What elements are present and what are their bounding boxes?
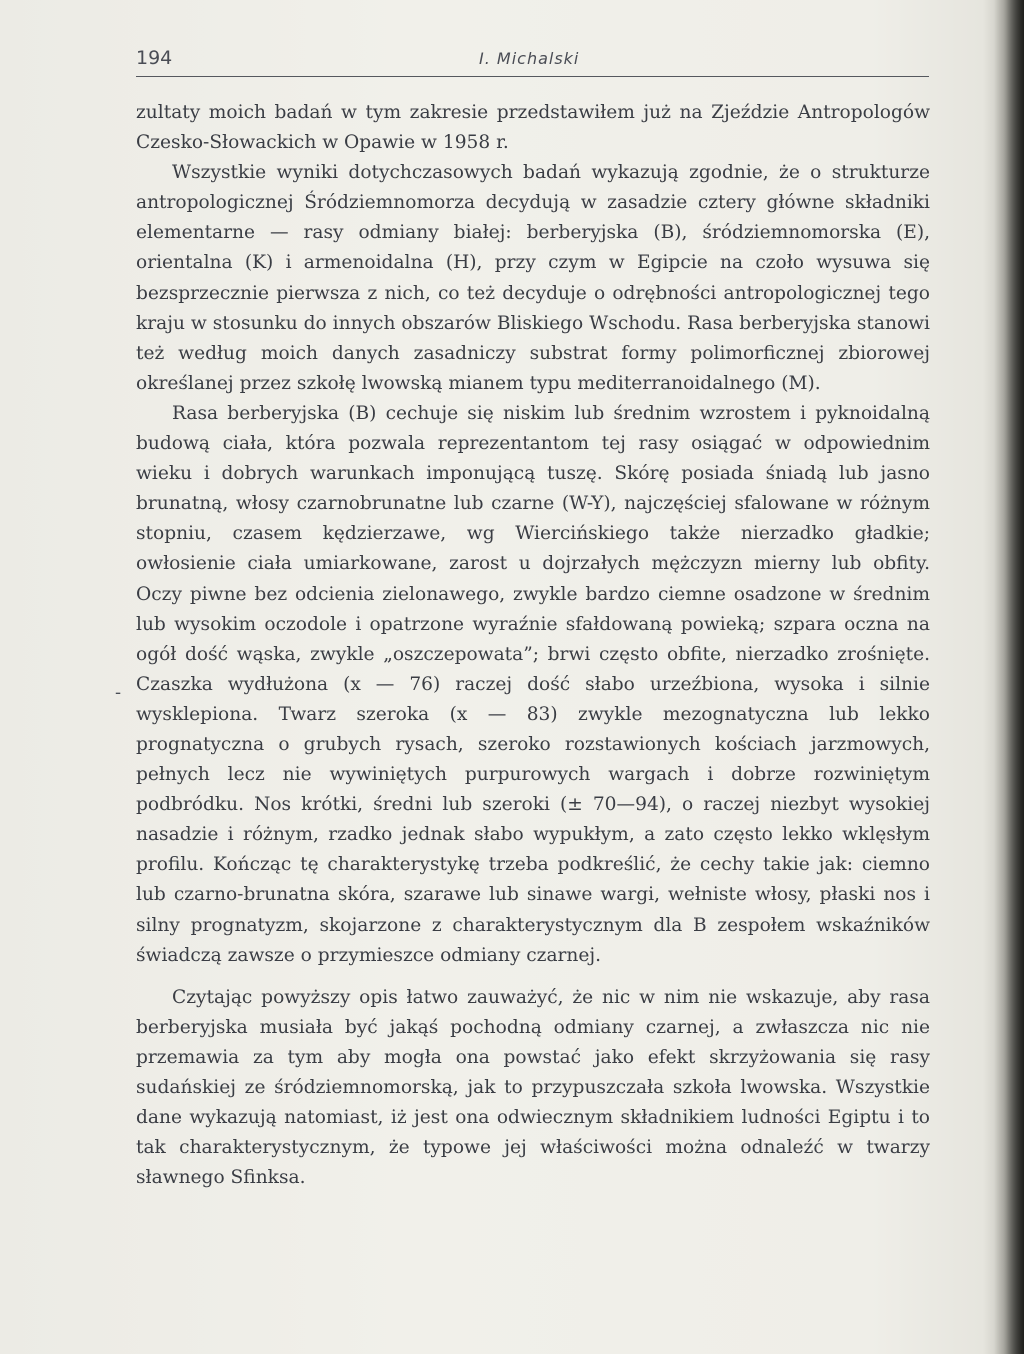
paragraph-berber-race: Rasa berberyjska (B) cechuje się niskim lub średnim wzrostem i pyknoidalną budową ciała, która pozwala reprezentantom tej rasy osiągać w odpowiednim wieku i dobrych warunkach imponującą tuszę. Skórę posiada śniadą lub jasno brunatną, włosy czarnobrunatne lub czarne (W-Y), najczęściej sfalowane w różnym stopniu, czasem kędzierzawe, wg Wiercińskiego także nierzadko gładkie; owłosienie ciała umiarkowane, zarost u dojrzałych mężczyzn mierny lub obfity. Oczy piwne bez odcienia zielonawego, zwykle bardzo ciemne osadzone w średnim lub wysokim oczodole i opatrzone wyraźnie sfałdowaną powieką; szpara oczna na ogół dość wąska, zwykle „oszczepowata”; brwi często obfite, nierzadko zrośnięte. Czaszka wydłużona (x — 76) raczej dość słabo urzeźbiona, wysoka i silnie wysklepiona. Twarz szeroka (x — 83) zwykle mezognatyczna lub lekko prognatyczna o grubych rysach, szeroko rozstawionych kościach jarzmowych, pełnych lecz nie wywiniętych purpurowych wargach i dobrze rozwiniętym podbródku. Nos krótki, średni lub szeroki (± 70—94), o raczej niezbyt wysokiej nasadzie i różnym, rzadko jednak słabo wypukłym, a zato często lekko wklęsłym profilu. Kończąc tę charakterystykę trzeba podkreślić, że cechy takie jak: ciemno lub czarno-brunatna skóra, szarawe lub sinawe wargi, wełniste włosy, płaski nos i silny prognatyzm, skojarzone z charakterystycznym dla B zespołem wskaźników świadczą zawsze o przymieszce odmiany czarnej. <box>136 402 930 966</box>
page-number: 194 <box>136 47 173 69</box>
paragraph-continuation: zultaty moich badań w tym zakresie przedstawiłem już na Zjeździe Antropologów Czesko-Słowackich w Opawie w 1958 r. <box>136 102 930 154</box>
page-edge-shadow <box>994 0 1024 1354</box>
page-header <box>136 44 929 77</box>
body-text <box>136 98 930 1193</box>
paragraph-components: Wszystkie wyniki dotychczasowych badań wykazują zgodnie, że o strukturze antropologicznej Śródziemnomorza decydują w zasadzie cztery główne składniki elementarne — rasy odmiany białej: berberyjska (B), śródziemnomorska (E), orientalna (K) i armenoidalna (H), przy czym w Egipcie na czoło wysuwa się bezsprzecznie pierwsza z nich, co też decyduje o odrębności antropologicznej tego kraju w stosunku do innych obszarów Bliskiego Wschodu. Rasa berberyjska stanowi też według moich danych zasadniczy substrat formy polimorficznej zbiorowej określanej przez szkołę lwowską mianem typu mediterranoidalnego (M). <box>136 162 930 394</box>
running-head-author: I. Michalski <box>479 49 580 68</box>
margin-mark: - <box>115 682 122 703</box>
paragraph-conclusion: Czytając powyższy opis łatwo zauważyć, że nic w nim nie wskazuje, aby rasa berberyjska musiała być jakąś pochodną odmiany czarnej, a zwłaszcza nic nie przemawia za tym aby mogła ona powstać jako efekt skrzyżowania się rasy sudańskiej ze śródziemnomorską, jak to przypuszczała szkoła lwowska. Wszystkie dane wykazują natomiast, iż jest ona odwiecznym składnikiem ludności Egiptu i to tak charakterystycznym, że typowe jej właściwości można odnaleźć w twarzy sławnego Sfinksa. <box>136 986 930 1189</box>
